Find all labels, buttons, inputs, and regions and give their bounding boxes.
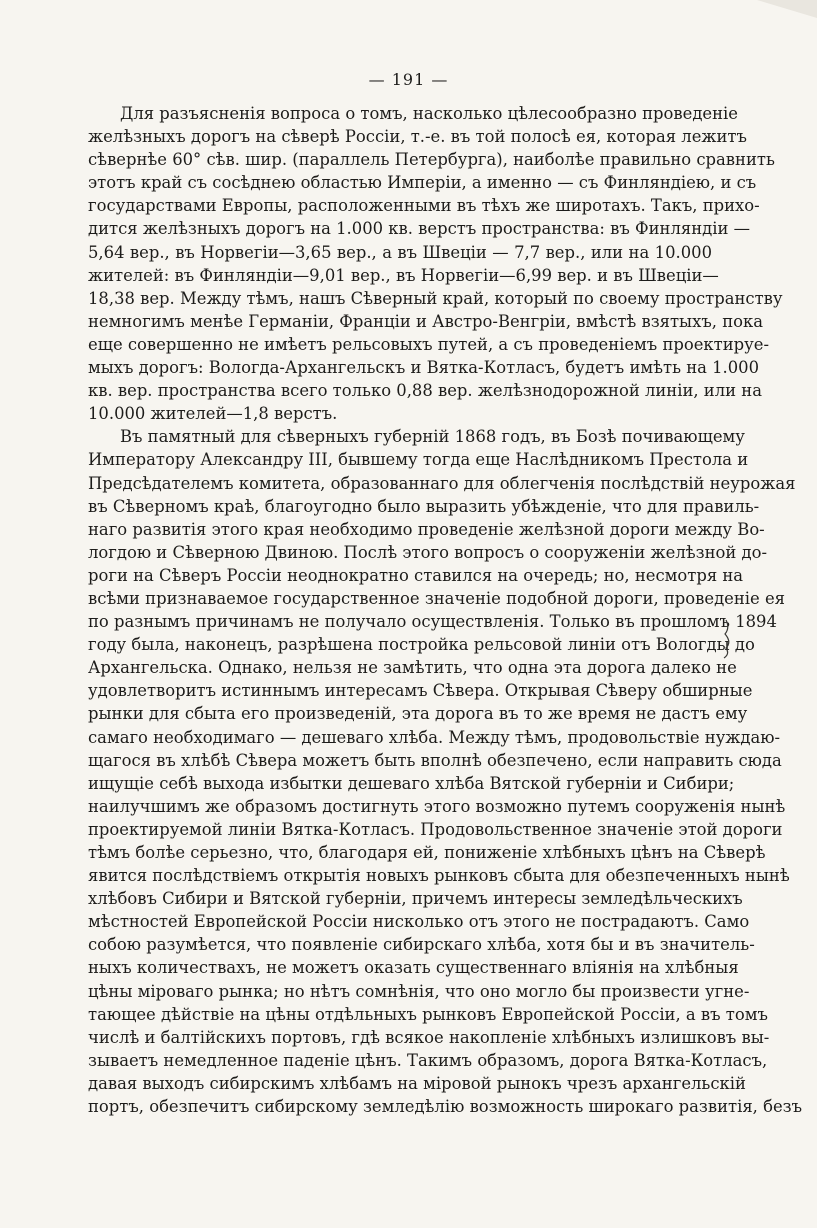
text-line: хлѣбовъ Сибири и Вятской губерніи, причемъ интересы земледѣльческихъ <box>88 889 743 909</box>
text-line: желѣзныхъ дорогъ на сѣверѣ Россіи, т.-е. въ той полосѣ ея, которая лежитъ <box>88 127 747 147</box>
text-line: ныхъ количествахъ, не можетъ оказать существеннаго вліянія на хлѣбныя <box>88 958 739 978</box>
text-line: наго развитія этого края необходимо проведеніе желѣзной дороги между Во- <box>88 519 765 539</box>
text-line: ищущіе себѣ выхода избытки дешеваго хлѣба Вятской губерніи и Сибири; <box>88 773 735 793</box>
text-line: роги на Сѣверъ Россіи неоднократно ставился на очередь; но, несмотря на <box>88 565 744 585</box>
text-line: въ Сѣверномъ краѣ, благоугодно было выразить убѣжденіе, что для правиль- <box>88 496 760 516</box>
text-line: давая выходъ сибирскимъ хлѣбамъ на міровой рынокъ чрезъ архангельскій <box>88 1073 746 1093</box>
text-line: рынки для сбыта его произведеній, эта дорога въ то же время не дастъ ему <box>88 704 748 724</box>
text-line: зываетъ немедленное паденіе цѣнъ. Такимъ образомъ, дорога Вятка-Котласъ, <box>88 1050 768 1070</box>
text-line: жителей: въ Финляндіи—9,01 вер., въ Норвегіи—6,99 вер. и въ Швеціи— <box>88 265 719 285</box>
page-number: — 191 — <box>368 70 449 89</box>
text-line: портъ, обезпечитъ сибирскому земледѣлію возможность широкаго развитія, безъ <box>88 1097 803 1117</box>
text-line: явится послѣдствіемъ открытія новыхъ рынковъ сбыта для обезпеченныхъ нынѣ <box>88 866 790 886</box>
text-line: этотъ край съ сосѣднею областью Имперіи, а именно — съ Финляндіею, и съ <box>88 173 757 193</box>
text-line: государствами Европы, расположенными въ тѣхъ же широтахъ. Такъ, прихо- <box>88 196 760 216</box>
text-line: кв. вер. пространства всего только 0,88 вер. желѣзнодорожной линіи, или на <box>88 381 762 401</box>
margin-bracket-mark <box>720 618 750 660</box>
text-line: Архангельска. Однако, нельзя не замѣтить, что одна эта дорога далеко не <box>88 658 737 678</box>
text-line: 5,64 вер., въ Норвегіи—3,65 вер., а въ Швеціи — 7,7 вер., или на 10.000 <box>88 242 712 262</box>
text-line: тѣмъ болѣе серьезно, что, благодаря ей, пониженіе хлѣбныхъ цѣнъ на Сѣверѣ <box>88 843 766 862</box>
text-line: 10.000 жителей—1,8 верстъ. <box>88 404 338 424</box>
text-line: логдою и Сѣверною Двиною. Послѣ этого вопросъ о сооруженіи желѣзной до- <box>88 542 767 562</box>
text-line: числѣ и балтійскихъ портовъ, гдѣ всякое накопленіе хлѣбныхъ излишковъ вы- <box>88 1027 770 1047</box>
text-line: году была, наконецъ, разрѣшена постройка рельсовой линіи отъ Вологды до <box>88 635 755 655</box>
text-line: наилучшимъ же образомъ достигнуть этого возможно путемъ сооруженія нынѣ <box>88 796 786 816</box>
text-line: всѣми признаваемое государственное значеніе подобной дороги, проведеніе ея <box>88 588 785 608</box>
text-line: тающее дѣйствіе на цѣны отдѣльныхъ рынковъ Европейской Россіи, а въ томъ <box>88 1004 768 1024</box>
text-line: Императору Александру III, бывшему тогда еще Наслѣдникомъ Престола и <box>88 450 749 470</box>
text-line: самаго необходимаго — дешеваго хлѣба. Между тѣмъ, продовольствіе нуждаю- <box>88 727 781 747</box>
text-line: 18,38 вер. Между тѣмъ, нашъ Сѣверный край, который по своему пространству <box>88 288 783 308</box>
page-corner-shadow <box>697 0 817 20</box>
text-line: мыхъ дорогъ: Вологда-Архангельскъ и Вятка-Котласъ, будетъ имѣть на 1.000 <box>88 358 760 378</box>
text-line: мѣстностей Европейской Россіи нисколько отъ этого не пострадаютъ. Само <box>88 912 750 932</box>
text-line: немногимъ менѣе Германіи, Франціи и Австро-Венгріи, вмѣстѣ взятыхъ, пока <box>88 311 764 331</box>
text-line: цѣны міроваго рынка; но нѣтъ сомнѣнія, что оно могло бы произвести угне- <box>88 981 750 1001</box>
text-line: еще совершенно не имѣетъ рельсовыхъ путей, а съ проведеніемъ проектируе- <box>88 334 770 354</box>
text-line: дится желѣзныхъ дорогъ на 1.000 кв. верстъ пространства: въ Финляндіи — <box>88 219 751 239</box>
body-text <box>88 102 803 1118</box>
text-line: щагося въ хлѣбѣ Сѣвера можетъ быть вполнѣ обезпечено, если направить сюда <box>88 750 782 770</box>
text-line: сѣвернѣе 60° сѣв. шир. (параллель Петербурга), наиболѣе правильно сравнить <box>88 150 775 170</box>
text-line: Въ памятный для сѣверныхъ губерній 1868 годъ, въ Бозѣ почивающему <box>120 427 745 447</box>
text-line: по разнымъ причинамъ не получало осуществленія. Только въ прошломъ 1894 <box>88 612 777 632</box>
text-line: удовлетворитъ истиннымъ интересамъ Сѣвера. Открывая Сѣверу обширные <box>88 681 753 701</box>
text-line: проектируемой линіи Вятка-Котласъ. Продовольственное значеніе этой дороги <box>88 819 783 839</box>
text-line: Предсѣдателемъ комитета, образованнаго для облегченія послѣдствій неурожая <box>88 473 796 493</box>
text-line: Для разъясненія вопроса о томъ, насколько цѣлесообразно проведеніе <box>120 104 738 123</box>
text-line: собою разумѣется, что появленіе сибирскаго хлѣба, хотя бы и въ значитель- <box>88 935 755 955</box>
